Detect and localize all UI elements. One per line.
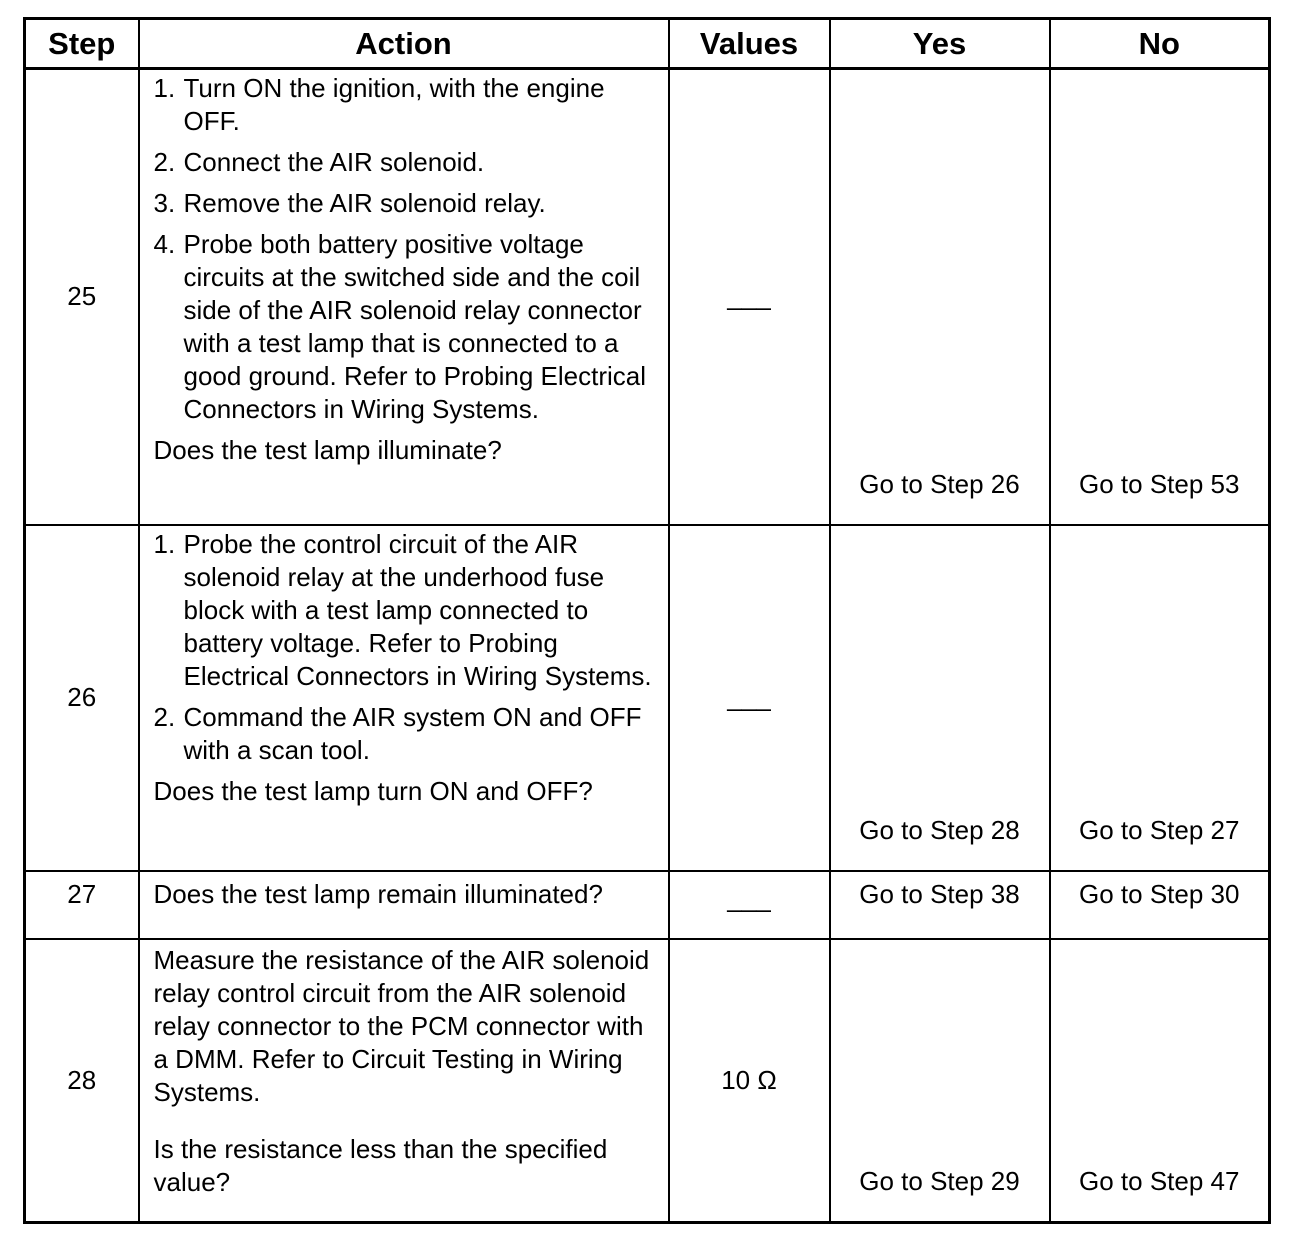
action-step-item: 2. Connect the AIR solenoid.	[153, 147, 485, 177]
yes-cell: Go to Step 29	[830, 939, 1050, 1223]
header-step: Step	[25, 19, 139, 69]
table-row	[25, 525, 1270, 871]
no-cell: Go to Step 30	[1050, 871, 1270, 939]
action-question: Does the test lamp remain illuminated?	[153, 878, 603, 909]
step-number: 25	[25, 69, 139, 525]
yes-cell: Go to Step 28	[830, 525, 1050, 871]
values-cell: ___	[669, 525, 830, 871]
table-row	[25, 871, 1270, 939]
header-yes: Yes	[830, 19, 1050, 69]
no-cell: Go to Step 27	[1050, 525, 1270, 871]
no-cell: Go to Step 53	[1050, 69, 1270, 525]
action-question: Does the test lamp turn ON and OFF?	[153, 775, 593, 806]
action-cell	[139, 871, 669, 939]
action-step-item: 2. Command the AIR system ON and OFF with a scan tool.	[153, 701, 642, 765]
action-step-list	[154, 528, 658, 767]
action-step-item: 3. Remove the AIR solenoid relay.	[153, 188, 546, 218]
values-cell: ___	[669, 69, 830, 525]
action-instruction: Measure the resistance of the AIR solenoid relay control circuit from the AIR solenoid relay connector to the PCM connector with a DMM. Refer to Circuit Testing in Wiring Systems.	[153, 944, 650, 1107]
action-question: Does the test lamp illuminate?	[153, 435, 502, 465]
values-cell: 10 Ω	[669, 939, 830, 1223]
header-no: No	[1050, 19, 1270, 69]
action-step-list	[154, 72, 658, 426]
action-cell	[139, 939, 669, 1223]
table-row	[25, 69, 1270, 525]
action-step-item: 1. Probe the control circuit of the AIR solenoid relay at the underhood fuse block with a test lamp connected to battery voltage. Refer to Probing Electrical Connectors in Wiring Systems.	[153, 528, 652, 691]
header-action: Action	[139, 19, 669, 69]
action-question: Is the resistance less than the specified value?	[153, 1133, 608, 1197]
header-values: Values	[669, 19, 830, 69]
header-row	[25, 19, 1270, 69]
action-step-item: 1. Turn ON the ignition, with the engine OFF.	[153, 73, 605, 136]
yes-cell: Go to Step 38	[830, 871, 1050, 939]
step-number: 27	[25, 871, 139, 939]
step-number: 28	[25, 939, 139, 1223]
yes-cell: Go to Step 26	[830, 69, 1050, 525]
diagnostic-table	[23, 17, 1271, 1224]
no-cell: Go to Step 47	[1050, 939, 1270, 1223]
action-cell	[139, 69, 669, 525]
values-cell: ___	[669, 871, 830, 939]
table-row	[25, 939, 1270, 1223]
step-number: 26	[25, 525, 139, 871]
action-cell	[139, 525, 669, 871]
action-step-item: 4. Probe both battery positive voltage circuits at the switched side and the coil side of the AIR solenoid relay connector with a test lamp that is connected to a good ground. Refer to Probing Electrical Connectors in Wiring Systems.	[153, 229, 646, 424]
